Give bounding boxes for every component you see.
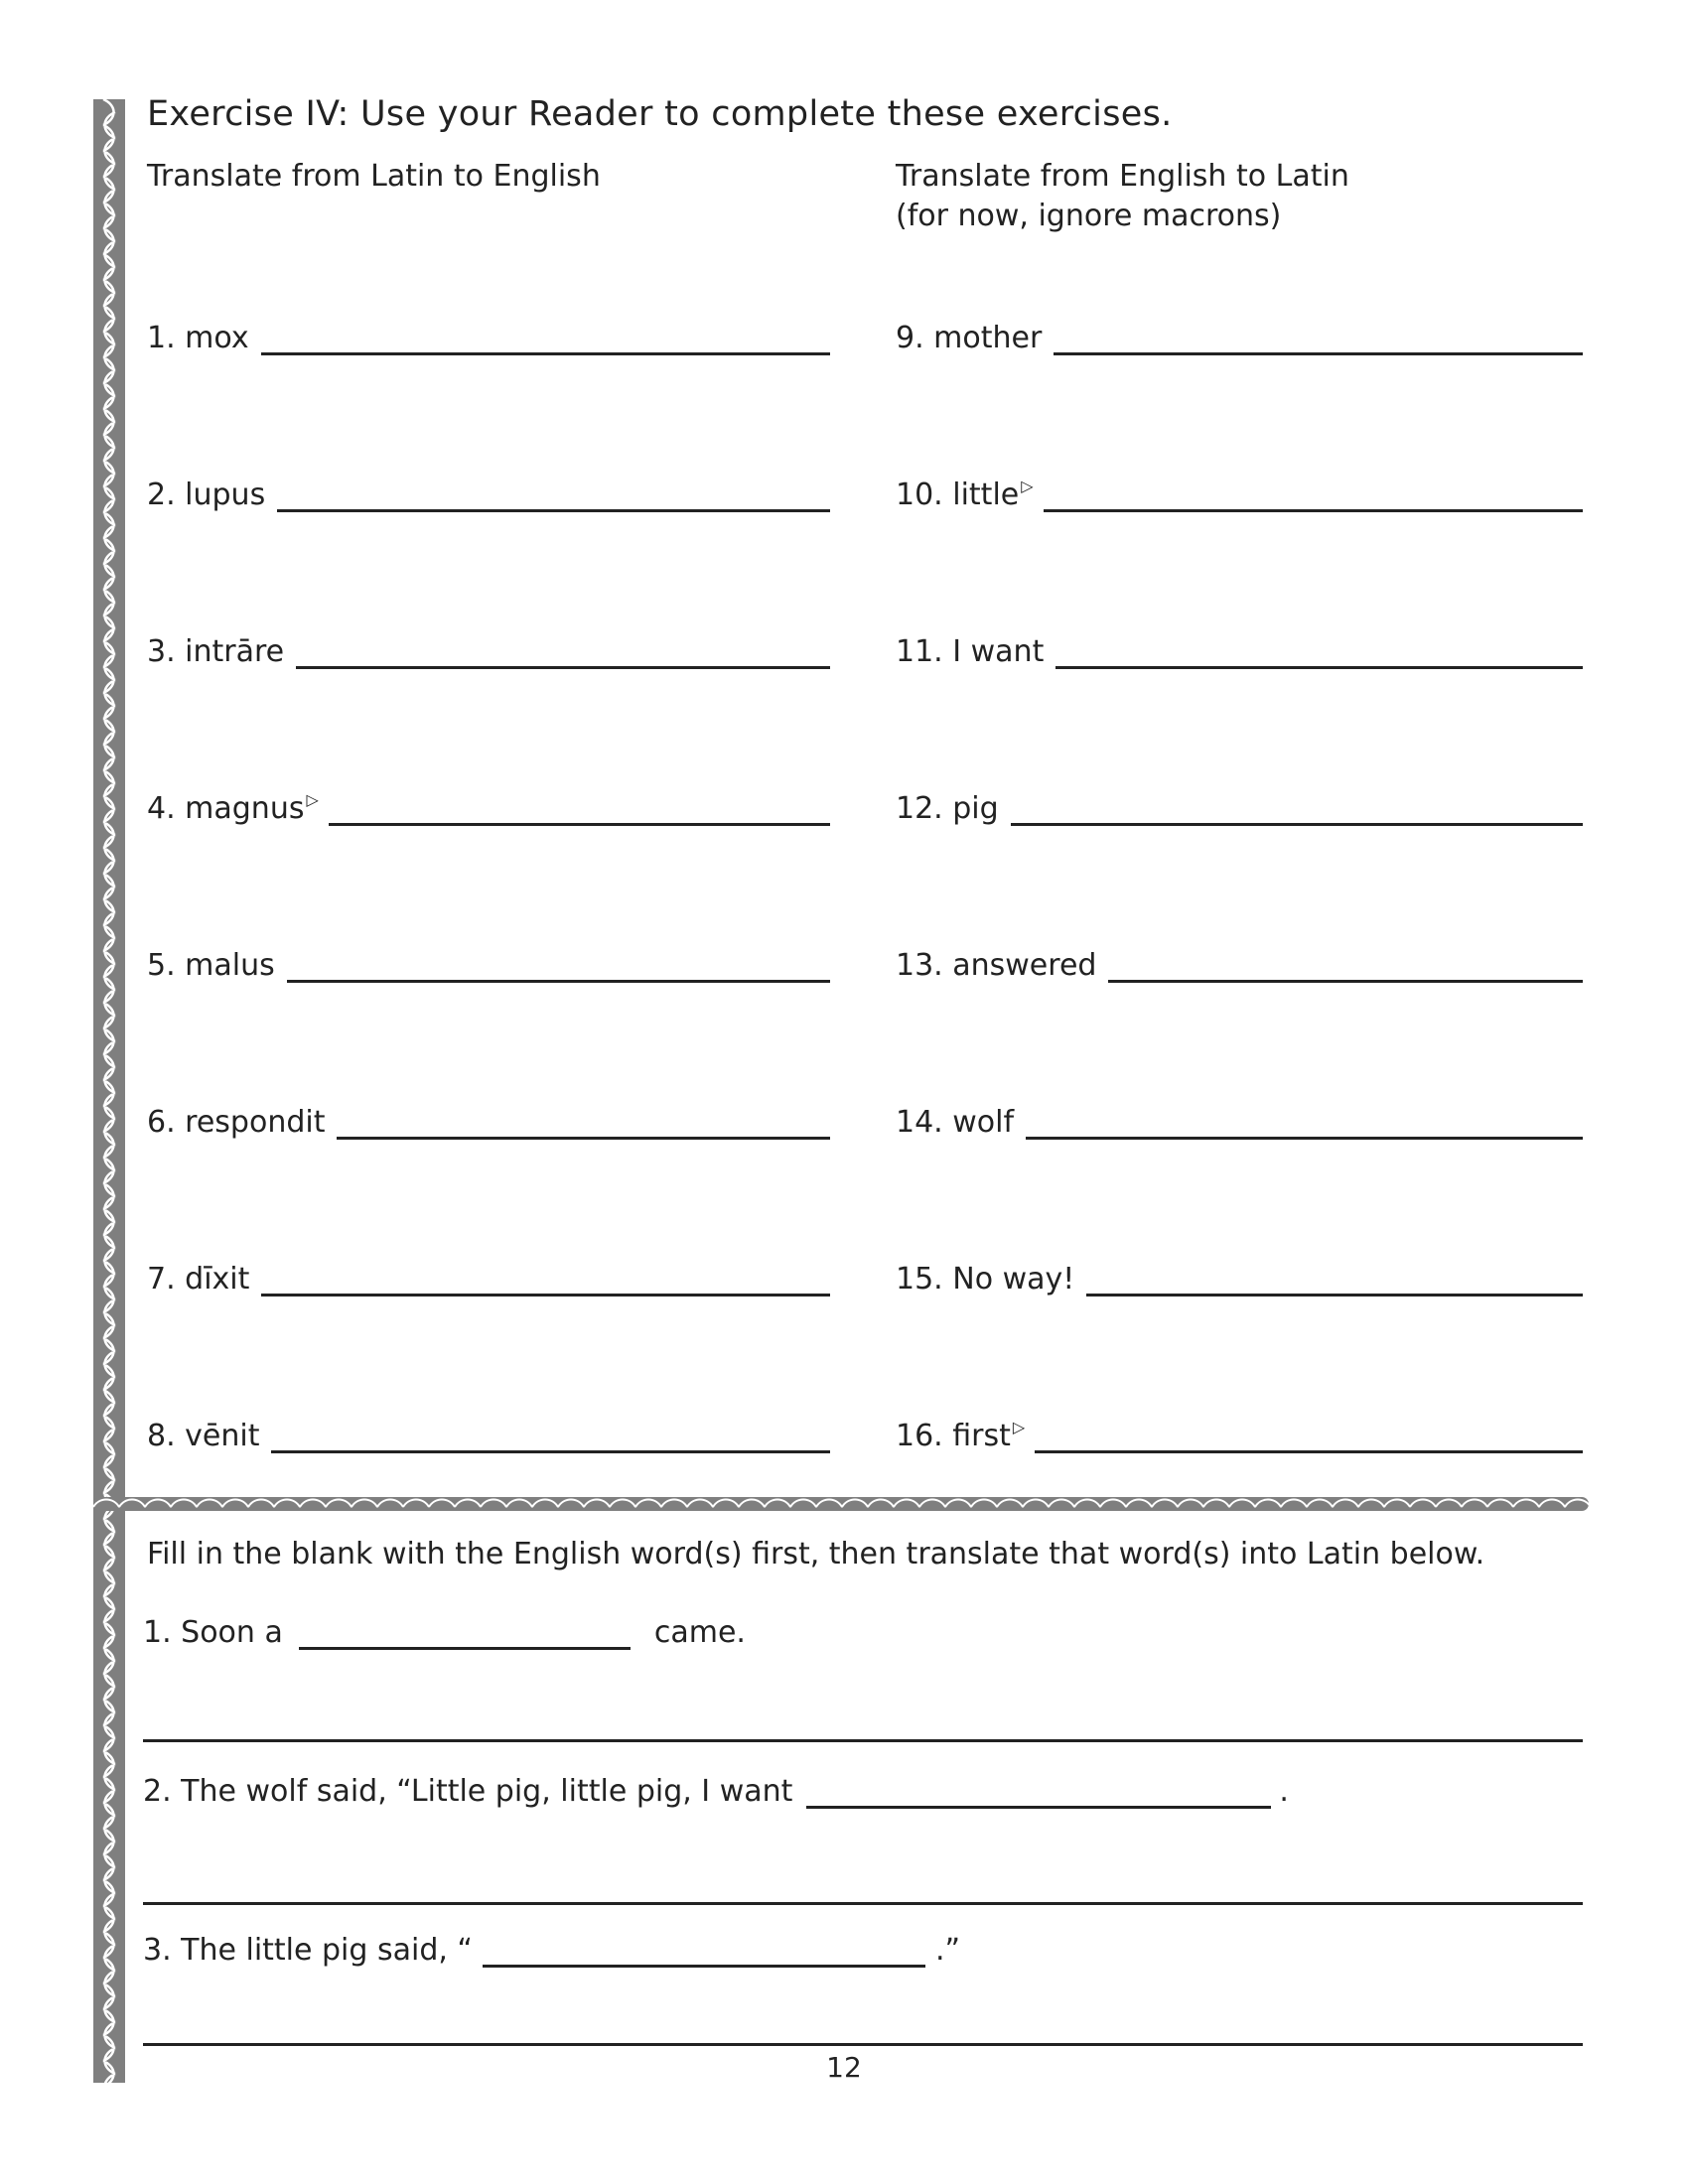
rope-pattern xyxy=(103,99,115,2083)
triangle-marker-icon: ▷ xyxy=(1021,477,1034,495)
english-blank[interactable] xyxy=(299,1617,631,1650)
rope-divider xyxy=(93,1489,1589,1519)
right-heading-line-2: (for now, ignore macrons) xyxy=(896,199,1282,233)
latin-answer-line[interactable] xyxy=(143,2043,1583,2046)
latin-item-4: 4. magnus ▷ xyxy=(147,782,830,826)
answer-blank[interactable] xyxy=(329,793,830,826)
english-blank[interactable] xyxy=(483,1935,925,1968)
answer-blank[interactable] xyxy=(1054,323,1583,355)
fill-in-sentence-2: 2. The wolf said, “Little pig, little pig, I want . xyxy=(143,1774,1289,1809)
page-number: 12 xyxy=(826,2051,862,2084)
answer-blank[interactable] xyxy=(337,1107,830,1140)
answer-blank[interactable] xyxy=(277,479,830,512)
answer-blank[interactable] xyxy=(1035,1421,1583,1453)
english-item-10: 10. little ▷ xyxy=(896,469,1583,512)
answer-blank[interactable] xyxy=(271,1421,830,1453)
fill-in-sentence-3: 3. The little pig said, “ .” xyxy=(143,1933,961,1968)
answer-blank[interactable] xyxy=(296,636,830,669)
answer-blank[interactable] xyxy=(261,323,830,355)
answer-blank[interactable] xyxy=(1044,479,1583,512)
fill-in-sentence-1: 1. Soon a came. xyxy=(143,1615,746,1650)
answer-blank[interactable] xyxy=(1055,636,1583,669)
english-item-11: 11. I want xyxy=(896,625,1583,669)
english-item-9: 9. mother xyxy=(896,312,1583,355)
english-item-16: 16. first ▷ xyxy=(896,1410,1583,1453)
answer-blank[interactable] xyxy=(1026,1107,1583,1140)
english-item-14: 14. wolf xyxy=(896,1096,1583,1140)
english-item-12: 12. pig xyxy=(896,782,1583,826)
right-heading-line-1: Translate from English to Latin xyxy=(896,159,1349,194)
exercise-title: Exercise IV: Use your Reader to complete these exercises. xyxy=(147,94,1173,134)
latin-item-1: 1. mox xyxy=(147,312,830,355)
latin-item-2: 2. lupus xyxy=(147,469,830,512)
left-column-heading: Translate from Latin to English xyxy=(147,159,601,194)
english-blank[interactable] xyxy=(806,1776,1271,1809)
right-column-heading xyxy=(896,157,1349,236)
latin-item-7: 7. dīxit xyxy=(147,1253,830,1297)
triangle-marker-icon: ▷ xyxy=(306,790,319,809)
latin-item-6: 6. respondit xyxy=(147,1096,830,1140)
answer-blank[interactable] xyxy=(1011,793,1583,826)
answer-blank[interactable] xyxy=(1086,1264,1583,1297)
english-item-15: 15. No way! xyxy=(896,1253,1583,1297)
triangle-marker-icon: ▷ xyxy=(1012,1418,1026,1436)
english-item-13: 13. answered xyxy=(896,939,1583,983)
latin-item-5: 5. malus xyxy=(147,939,830,983)
decorative-border xyxy=(93,99,125,2083)
latin-answer-line[interactable] xyxy=(143,1739,1583,1742)
answer-blank[interactable] xyxy=(1108,950,1583,983)
latin-answer-line[interactable] xyxy=(143,1902,1583,1905)
latin-item-8: 8. vēnit xyxy=(147,1410,830,1453)
answer-blank[interactable] xyxy=(261,1264,830,1297)
latin-item-3: 3. intrāre xyxy=(147,625,830,669)
answer-blank[interactable] xyxy=(287,950,830,983)
fill-in-instruction: Fill in the blank with the English word(s) first, then translate that word(s) into Latin below. xyxy=(147,1537,1485,1571)
